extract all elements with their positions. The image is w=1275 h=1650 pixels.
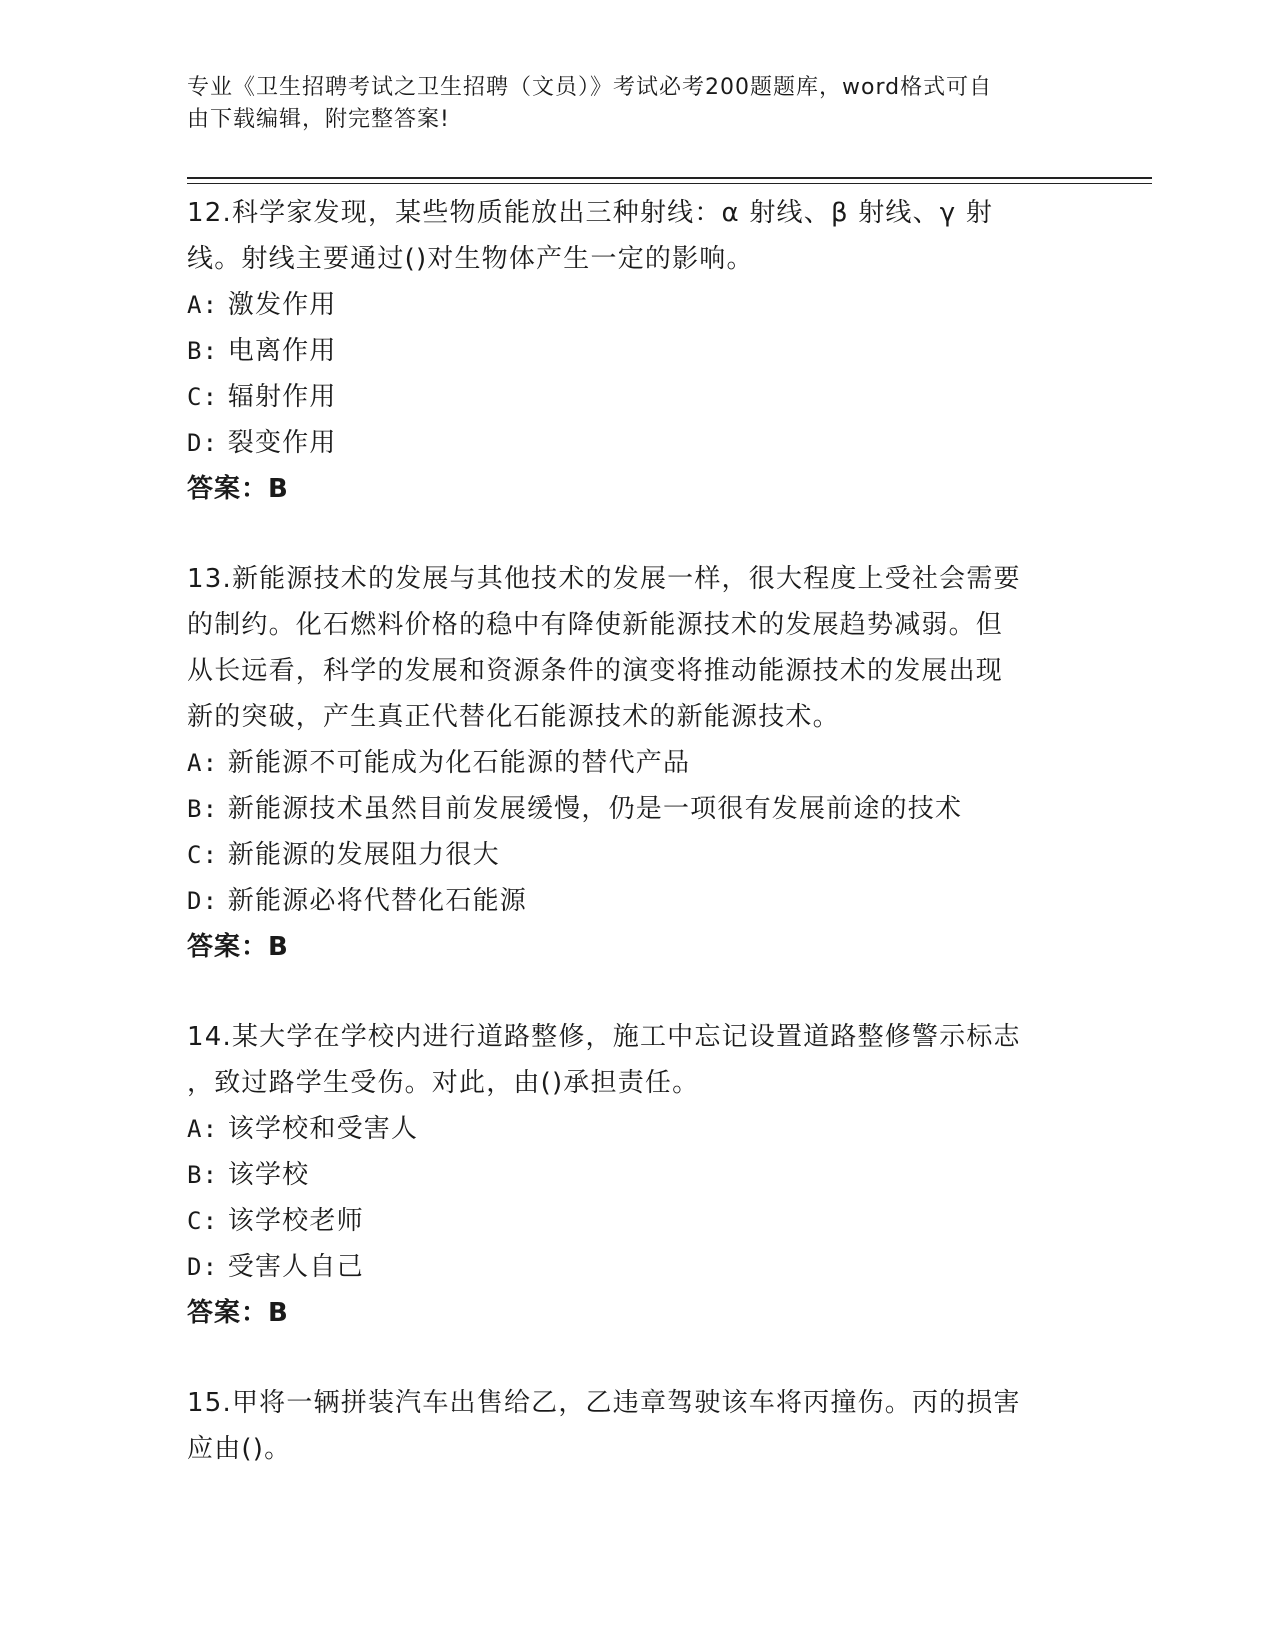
option-d [187,878,1087,924]
option-letter: B: [187,337,219,365]
option-c [187,1198,1087,1244]
option-letter: C: [187,383,219,411]
option-c [187,374,1087,420]
option-letter: A: [187,291,219,319]
option-text: 裂变作用 [227,428,337,458]
answer-line: 答案：B [187,932,289,962]
answer-line: 答案：B [187,1298,289,1328]
option-c [187,832,1087,878]
option-text: 受害人自己 [227,1252,364,1282]
header-line-1: 专业《卫生招聘考试之卫生招聘（文员）》考试必考200题题库，word格式可自 [187,75,993,100]
option-d [187,1244,1087,1290]
option-a [187,1106,1087,1152]
question-stem-line: 从长远看，科学的发展和资源条件的演变将推动能源技术的发展出现 [187,656,1004,686]
document-header [187,72,1067,136]
question-12 [187,190,1087,512]
option-b [187,328,1087,374]
option-text: 辐射作用 [227,382,337,412]
option-letter: C: [187,1207,219,1235]
option-text: 新能源必将代替化石能源 [227,886,527,916]
option-letter: D: [187,1253,219,1281]
question-stem-line: 12.科学家发现，某些物质能放出三种射线：α 射线、β 射线、γ 射 [187,198,994,228]
option-text: 该学校 [227,1160,310,1190]
question-13 [187,556,1087,970]
option-a [187,740,1087,786]
option-text: 新能源不可能成为化石能源的替代产品 [227,748,691,778]
question-15 [187,1380,1087,1472]
option-a [187,282,1087,328]
question-stem-line: 13.新能源技术的发展与其他技术的发展一样，很大程度上受社会需要 [187,564,1021,594]
answer-line: 答案：B [187,474,289,504]
question-stem-line: 14.某大学在学校内进行道路整修，施工中忘记设置道路整修警示标志 [187,1022,1021,1052]
option-letter: B: [187,795,219,823]
question-stem-line: 15.甲将一辆拼装汽车出售给乙，乙违章驾驶该车将丙撞伤。丙的损害 [187,1388,1021,1418]
question-stem-line: 的制约。化石燃料价格的稳中有降使新能源技术的发展趋势减弱。但 [187,610,1004,640]
option-letter: A: [187,1115,219,1143]
question-stem-line: 应由()。 [187,1434,292,1464]
option-letter: A: [187,749,219,777]
option-letter: B: [187,1161,219,1189]
option-b [187,1152,1087,1198]
option-letter: D: [187,887,219,915]
option-text: 新能源技术虽然目前发展缓慢，仍是一项很有发展前途的技术 [227,794,963,824]
question-14 [187,1014,1087,1336]
option-d [187,420,1087,466]
option-letter: C: [187,841,219,869]
option-b [187,786,1087,832]
header-divider-thick [187,177,1152,179]
option-letter: D: [187,429,219,457]
header-divider-thin [187,183,1152,184]
question-stem-line: ，致过路学生受伤。对此，由()承担责任。 [187,1068,700,1098]
question-stem-line: 线。射线主要通过()对生物体产生一定的影响。 [187,244,754,274]
question-stem-line: 新的突破，产生真正代替化石能源技术的新能源技术。 [187,702,840,732]
option-text: 激发作用 [227,290,337,320]
option-text: 新能源的发展阻力很大 [227,840,500,870]
header-line-2: 由下载编辑，附完整答案! [187,107,450,132]
option-text: 该学校和受害人 [227,1114,419,1144]
option-text: 该学校老师 [227,1206,364,1236]
question-list [187,190,1087,1516]
option-text: 电离作用 [227,336,337,366]
